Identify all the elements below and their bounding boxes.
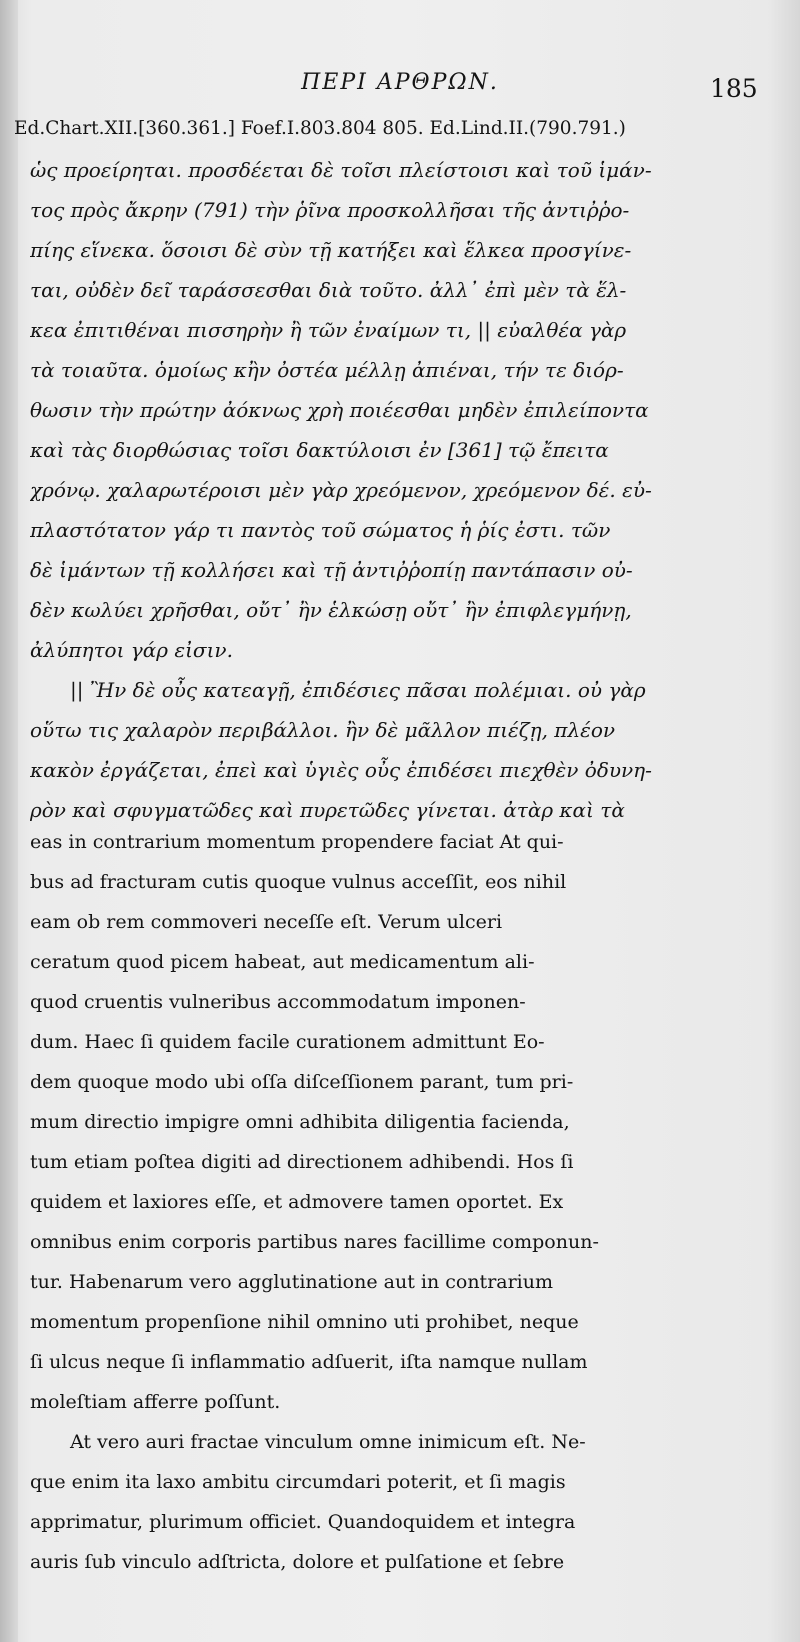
latin-line: tum etiam poſtea digiti ad directionem adhibendi. Hos ſi: [30, 1151, 574, 1173]
latin-line: mum directio impigre omni adhibita diligentia facienda,: [30, 1111, 570, 1133]
greek-line: πίης εἵνεκα. ὅσοισι δὲ σὺν τῇ κατήξει καὶ ἕλκεα προσγίνε-: [30, 238, 632, 262]
latin-line: eas in contrarium momentum propendere faciat At qui-: [30, 831, 564, 853]
greek-line: κεα ἐπιτιθέναι πισσηρὴν ἢ τῶν ἐναίμων τι, || εὐαλθέα γὰρ: [30, 318, 627, 342]
latin-line: bus ad fracturam cutis quoque vulnus acceſſit, eos nihil: [30, 871, 567, 893]
greek-line: χρόνῳ. χαλαρωτέροισι μὲν γὰρ χρεόμενον, χρεόμενον δέ. εὐ-: [30, 478, 652, 502]
page-spine-shadow: [0, 0, 18, 1642]
greek-line: κακὸν ἐργάζεται, ἐπεὶ καὶ ὑγιὲς οὖς ἐπιδέσει πιεχθὲν ὀδυνη-: [30, 758, 652, 782]
greek-line: ὡς προείρηται. προσδέεται δὲ τοῖσι πλείστοισι καὶ τοῦ ἱμάν-: [30, 158, 652, 182]
latin-line: que enim ita laxo ambitu circumdari poterit, et ſi magis: [30, 1471, 566, 1493]
greek-line: ρὸν καὶ σφυγματῶδες καὶ πυρετῶδες γίνεται. ἀτὰρ καὶ τὰ: [30, 798, 625, 822]
latin-text-block: [30, 822, 780, 1582]
latin-line: eam ob rem commoveri neceſſe eſt. Verum ulceri: [30, 911, 503, 933]
greek-line: δὲν κωλύει χρῆσθαι, οὔτ᾽ ἢν ἑλκώσῃ οὔτ᾽ ἢν ἐπιφλεγμήνῃ,: [30, 598, 632, 622]
greek-line: ται, οὐδὲν δεῖ ταράσσεσθαι διὰ τοῦτο. ἀλλ᾽ ἐπὶ μὲν τὰ ἕλ-: [30, 278, 627, 302]
greek-line: || Ἢν δὲ οὖς κατεαγῇ, ἐπιδέσιες πᾶσαι πολέμιαι. οὐ γὰρ: [70, 678, 646, 702]
greek-line: τος πρὸς ἄκρην (791) τὴν ῥῖνα προσκολλῆσαι τῆς ἀντιῤῥο-: [30, 198, 630, 222]
latin-line: dum. Haec ſi quidem facile curationem admittunt Eo-: [30, 1031, 545, 1053]
greek-line: ἀλύπητοι γάρ εἰσιν.: [30, 638, 233, 662]
latin-line: momentum propenſione nihil omnino uti prohibet, neque: [30, 1311, 579, 1333]
latin-line: ceratum quod picem habeat, aut medicamentum ali-: [30, 951, 535, 973]
greek-line: δὲ ἱμάντων τῇ κολλήσει καὶ τῇ ἀντιῤῥοπίῃ παντάπασιν οὐ-: [30, 558, 633, 582]
greek-line: καὶ τὰς διορθώσιας τοῖσι δακτύλοισι ἐν [361] τῷ ἔπειτα: [30, 438, 609, 462]
latin-line: At vero auri fractae vinculum omne inimicum eſt. Ne-: [70, 1431, 586, 1453]
latin-line: quidem et laxiores eſſe, et admovere tamen oportet. Ex: [30, 1191, 564, 1213]
running-header-title: ΠΕΡΙ ΑΡΘΡΩΝ.: [301, 70, 499, 95]
latin-line: ſi ulcus neque ſi inflammatio adſuerit, iſta namque nullam: [30, 1351, 588, 1373]
latin-line: auris ſub vinculo adſtricta, dolore et pulſatione et ſebre: [30, 1551, 565, 1573]
latin-line: omnibus enim corporis partibus nares facillime componun-: [30, 1231, 599, 1253]
greek-line: τὰ τοιαῦτα. ὁμοίως κἢν ὀστέα μέλλῃ ἀπιέναι, τήν τε διόρ-: [30, 358, 624, 382]
latin-line: moleſtiam afferre poſſunt.: [30, 1391, 281, 1413]
greek-line: θωσιν τὴν πρώτην ἀόκνως χρὴ ποιέεσθαι μηδὲν ἐπιλείποντα: [30, 398, 649, 422]
greek-line: πλαστότατον γάρ τι παντὸς τοῦ σώματος ἡ ῥίς ἐστι. τῶν: [30, 518, 611, 542]
latin-line: quod cruentis vulneribus accommodatum imponen-: [30, 991, 526, 1013]
latin-line: dem quoque modo ubi oſſa diſceſſionem parant, tum pri-: [30, 1071, 574, 1093]
latin-line: apprimatur, plurimum officiet. Quandoquidem et integra: [30, 1511, 576, 1533]
greek-line: οὕτω τις χαλαρὸν περιβάλλοι. ἢν δὲ μᾶλλον πιέζῃ, πλέον: [30, 718, 616, 742]
page-number: 185: [710, 74, 758, 103]
latin-line: tur. Habenarum vero agglutinatione aut in contrarium: [30, 1271, 554, 1293]
edition-reference-line: Ed.Chart.XII.[360.361.] Foef.I.803.804 805. Ed.Lind.II.(790.791.): [14, 118, 626, 139]
greek-text-block: [30, 150, 780, 830]
